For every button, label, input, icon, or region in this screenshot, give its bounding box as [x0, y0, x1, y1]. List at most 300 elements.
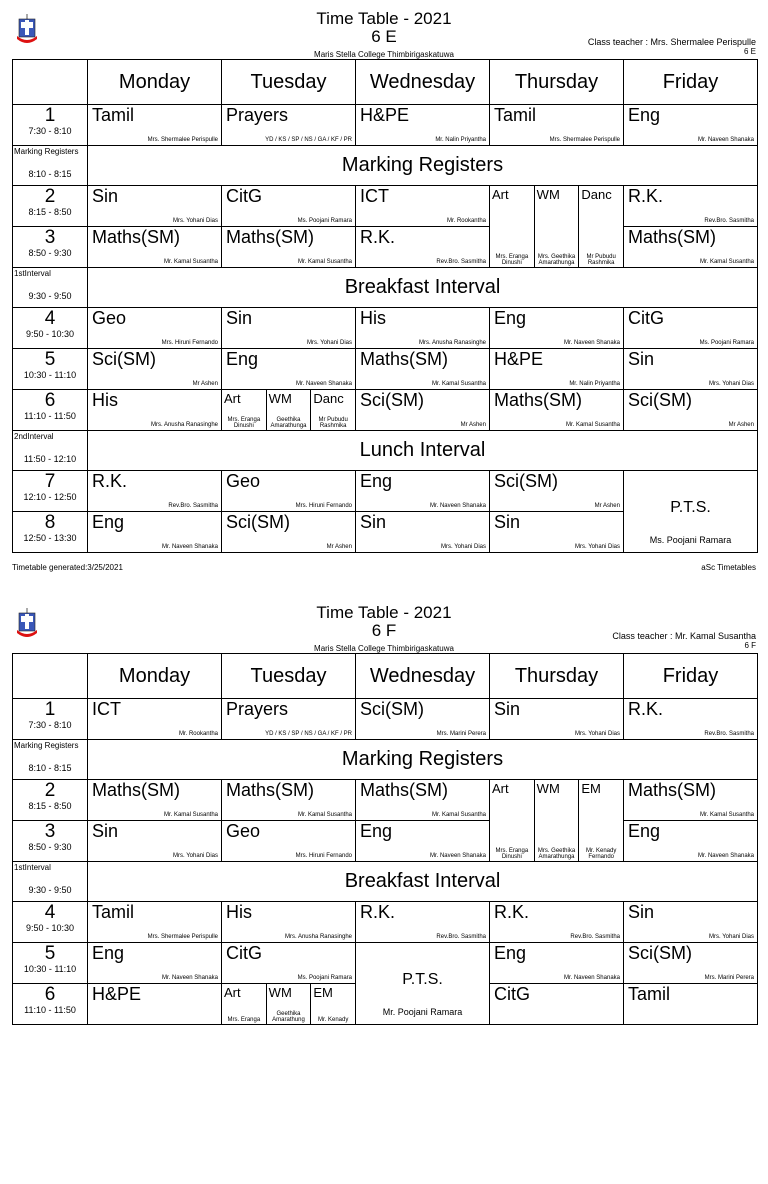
break-banner: Marking Registers — [88, 740, 758, 780]
subject-name: ICT — [92, 699, 121, 719]
lesson-cell[interactable] — [222, 780, 356, 821]
period-row — [13, 699, 758, 740]
teacher-name: Mr. Kamal Susantha — [163, 259, 218, 265]
split-subject — [267, 390, 312, 430]
day-header: Friday — [624, 60, 758, 105]
lesson-cell[interactable] — [222, 390, 356, 431]
subject-name: Sci(SM) — [628, 390, 692, 410]
lesson-cell[interactable] — [356, 512, 490, 553]
period-cell — [13, 268, 88, 308]
break-label: 2ndInterval — [14, 432, 54, 441]
pts-teacher: Mr. Poojani Ramara — [382, 1006, 463, 1017]
subject-name: CitG — [494, 984, 530, 1004]
teacher-name: Mrs. Yohani Dias — [574, 731, 620, 737]
teacher-name: Mr. Rookantha — [446, 218, 486, 224]
subject-name: Eng — [628, 105, 661, 125]
teacher-name: Mrs. Shermalee Perispulle — [147, 934, 218, 940]
period-cell — [13, 984, 88, 1025]
split-teacher: Mrs. Eranga — [227, 1017, 261, 1023]
lesson-cell[interactable] — [88, 390, 222, 431]
period-row — [13, 105, 758, 146]
subject-name: Eng — [494, 308, 527, 328]
lesson-cell[interactable] — [624, 780, 758, 821]
subject-name: Tamil — [494, 105, 537, 125]
subject-name: Sci(SM) — [360, 699, 424, 719]
lesson-cell[interactable] — [624, 699, 758, 740]
period-time: 11:10 - 11:50 — [24, 411, 76, 421]
teacher-name: Ms. Poojani Ramara — [297, 975, 352, 981]
lesson-cell[interactable] — [222, 227, 356, 268]
split-lesson — [222, 984, 355, 1024]
split-subject-name: Danc — [581, 187, 612, 202]
lesson-cell[interactable] — [356, 308, 490, 349]
pts-label: P.T.S. — [402, 970, 443, 988]
subject-name: Maths(SM) — [226, 227, 315, 247]
period-cell — [13, 308, 88, 349]
lesson-cell[interactable] — [88, 186, 222, 227]
period-time: 7:30 - 8:10 — [28, 720, 72, 730]
lesson-cell[interactable] — [490, 349, 624, 390]
teacher-name: Mrs. Shermalee Perispulle — [549, 137, 620, 143]
period-cell — [13, 821, 88, 862]
lesson-cell[interactable] — [222, 821, 356, 862]
period-cell — [13, 902, 88, 943]
split-subject — [222, 390, 267, 430]
lesson-cell[interactable] — [356, 902, 490, 943]
lesson-cell[interactable] — [222, 902, 356, 943]
subject-name: Eng — [360, 471, 393, 491]
corner-cell — [13, 60, 88, 105]
teacher-name: Mrs. Yohani Dias — [708, 381, 754, 387]
lesson-cell[interactable] — [624, 471, 758, 553]
subject-name: Prayers — [226, 699, 289, 719]
lesson-cell[interactable] — [356, 699, 490, 740]
break-row — [13, 268, 758, 308]
split-subject — [535, 780, 580, 861]
lesson-cell[interactable] — [490, 699, 624, 740]
period-time: 12:10 - 12:50 — [23, 492, 77, 502]
split-teacher: Mr. Kenady Fernando — [586, 848, 617, 860]
break-time: 9:30 - 9:50 — [28, 291, 72, 301]
lesson-cell[interactable] — [356, 105, 490, 146]
timetable-page — [0, 594, 768, 1184]
subject-name: Sin — [226, 308, 253, 328]
period-row — [13, 943, 758, 984]
break-time: 8:10 - 8:15 — [28, 763, 72, 773]
lesson-cell[interactable] — [356, 349, 490, 390]
split-teacher: Geethika Amarathung — [272, 1011, 305, 1023]
subject-name: Sin — [92, 821, 119, 841]
teacher-name: Mrs. Hiruni Fernando — [295, 853, 352, 859]
period-time: 12:50 - 13:30 — [23, 533, 77, 543]
subject-name: Tamil — [628, 984, 671, 1004]
period-cell — [13, 349, 88, 390]
lesson-cell[interactable] — [356, 471, 490, 512]
period-time: 7:30 - 8:10 — [28, 126, 72, 136]
split-teacher: Mr Pubudu Rashmika — [318, 417, 348, 429]
teacher-name: Mr. Rookantha — [178, 731, 218, 737]
teacher-name: Rev.Bro. Sasmitha — [570, 934, 620, 940]
split-subject-name: WM — [536, 781, 560, 796]
day-header-row — [13, 60, 758, 105]
subject-name: Maths(SM) — [92, 780, 181, 800]
lesson-cell[interactable] — [624, 308, 758, 349]
period-row — [13, 186, 758, 227]
teacher-name: Rev.Bro. Sasmitha — [168, 503, 218, 509]
subject-name: Geo — [226, 471, 261, 491]
subject-name: R.K. — [360, 902, 396, 922]
day-header: Monday — [88, 60, 222, 105]
lesson-cell[interactable] — [88, 349, 222, 390]
day-header: Wednesday — [356, 654, 490, 699]
period-number: 6 — [44, 390, 56, 411]
teacher-name: Mr. Naveen Shanaka — [295, 381, 352, 387]
teacher-name: Mr Ashen — [192, 381, 218, 387]
period-cell — [13, 227, 88, 268]
lesson-cell[interactable] — [88, 984, 222, 1025]
subject-name: Maths(SM) — [360, 349, 449, 369]
period-cell — [13, 390, 88, 431]
teacher-name: Mrs. Marini Perera — [704, 975, 754, 981]
break-label: Marking Registers — [14, 741, 79, 750]
subject-name: R.K. — [494, 902, 530, 922]
period-row — [13, 308, 758, 349]
subject-name: Maths(SM) — [494, 390, 583, 410]
split-subject — [311, 390, 355, 430]
split-subject — [311, 984, 355, 1024]
split-subject-name: WM — [268, 985, 292, 1000]
period-row — [13, 349, 758, 390]
period-cell — [13, 699, 88, 740]
split-subject-name: EM — [313, 985, 333, 1000]
split-subject-name: Art — [492, 781, 509, 796]
lesson-cell[interactable] — [222, 984, 356, 1025]
period-cell — [13, 512, 88, 553]
teacher-name: YD / KS / SP / NS / GA / KF / PR — [265, 137, 352, 143]
teacher-name: Mrs. Yohani Dias — [306, 340, 352, 346]
subject-name: Eng — [92, 512, 125, 532]
corner-cell — [13, 654, 88, 699]
subject-name: Eng — [226, 349, 259, 369]
period-row — [13, 821, 758, 862]
lesson-cell[interactable] — [490, 512, 624, 553]
subject-name: ICT — [360, 186, 389, 206]
teacher-name: Mr. Naveen Shanaka — [429, 503, 486, 509]
lesson-cell[interactable] — [490, 390, 624, 431]
split-subject-name: Art — [224, 391, 241, 406]
teacher-name: Mr. Kamal Susantha — [297, 259, 352, 265]
teacher-name: Mrs. Anusha Ranasinghe — [284, 934, 352, 940]
subject-name: His — [360, 308, 386, 328]
split-subject — [490, 780, 535, 861]
lesson-cell[interactable] — [490, 780, 624, 862]
day-header: Tuesday — [222, 654, 356, 699]
class-name: 6 E — [371, 27, 397, 46]
lesson-cell[interactable] — [88, 821, 222, 862]
lesson-cell[interactable] — [624, 902, 758, 943]
day-header: Thursday — [490, 654, 624, 699]
teacher-name: Rev.Bro. Sasmitha — [704, 731, 754, 737]
period-number: 4 — [44, 308, 56, 329]
split-subject — [579, 780, 623, 861]
subject-name: Geo — [92, 308, 127, 328]
teacher-name: Mrs. Yohani Dias — [708, 934, 754, 940]
timetable-title: Time Table - 2021 — [316, 603, 452, 622]
subject-name: CitG — [226, 943, 262, 963]
subject-name: Sin — [92, 186, 119, 206]
period-row — [13, 471, 758, 512]
period-row — [13, 390, 758, 431]
day-header: Tuesday — [222, 60, 356, 105]
lesson-cell[interactable] — [88, 471, 222, 512]
teacher-name: Mrs. Marini Perera — [436, 731, 486, 737]
split-subject-name: Art — [492, 187, 509, 202]
split-subject — [267, 984, 312, 1024]
teacher-name: Mr. Naveen Shanaka — [563, 975, 620, 981]
split-subject-name: WM — [268, 391, 292, 406]
split-teacher: Mrs. Eranga Dinushi — [495, 848, 529, 860]
lesson-cell[interactable] — [88, 699, 222, 740]
break-time: 9:30 - 9:50 — [28, 885, 72, 895]
subject-name: Eng — [360, 821, 393, 841]
subject-name: H&PE — [360, 105, 410, 125]
split-subject-name: Danc — [313, 391, 344, 406]
lesson-cell[interactable] — [490, 186, 624, 268]
teacher-name: Mr Ashen — [460, 422, 486, 428]
day-header-row — [13, 654, 758, 699]
period-number: 1 — [44, 699, 56, 720]
lesson-cell[interactable] — [356, 186, 490, 227]
lesson-cell[interactable] — [356, 227, 490, 268]
teacher-name: Mr Ashen — [326, 544, 352, 550]
period-time: 8:15 - 8:50 — [28, 801, 72, 811]
pts-teacher: Ms. Poojani Ramara — [649, 534, 732, 545]
lesson-cell[interactable] — [222, 308, 356, 349]
period-cell — [13, 862, 88, 902]
period-cell — [13, 943, 88, 984]
teacher-name: Mr. Naveen Shanaka — [563, 340, 620, 346]
teacher-name: Mrs. Hiruni Fernando — [295, 503, 352, 509]
teacher-name: Mrs. Hiruni Fernando — [161, 340, 218, 346]
teacher-name: Rev.Bro. Sasmitha — [436, 934, 486, 940]
lesson-cell[interactable] — [222, 349, 356, 390]
period-time: 10:30 - 11:10 — [23, 370, 77, 380]
break-label: 1stInterval — [14, 269, 51, 278]
split-subject-name: WM — [536, 187, 560, 202]
period-number: 3 — [44, 227, 56, 248]
lesson-cell[interactable] — [624, 349, 758, 390]
teacher-name: Rev.Bro. Sasmitha — [704, 218, 754, 224]
lesson-cell[interactable] — [490, 105, 624, 146]
period-cell — [13, 146, 88, 186]
subject-name: R.K. — [360, 227, 396, 247]
lesson-cell[interactable] — [88, 308, 222, 349]
subject-name: Tamil — [92, 105, 135, 125]
subject-name: H&PE — [92, 984, 142, 1004]
period-number: 4 — [44, 902, 56, 923]
lesson-cell[interactable] — [88, 227, 222, 268]
split-teacher: Mrs. Eranga Dinushi — [227, 417, 261, 429]
subject-name: CitG — [628, 308, 664, 328]
school-name: Maris Stella College Thimbirigaskatuwa — [314, 50, 454, 59]
subject-name: Sin — [628, 349, 655, 369]
teacher-name: Mr. Kamal Susantha — [431, 812, 486, 818]
teacher-name: YD / KS / SP / NS / GA / KF / PR — [265, 731, 352, 737]
teacher-name: Mrs. Shermalee Perispulle — [147, 137, 218, 143]
split-subject-name: Art — [224, 985, 241, 1000]
subject-name: Prayers — [226, 105, 289, 125]
subject-name: Eng — [494, 943, 527, 963]
teacher-name: Mr. Naveen Shanaka — [697, 853, 754, 859]
period-cell — [13, 431, 88, 471]
period-number: 3 — [44, 821, 56, 842]
teacher-name: Mr Ashen — [728, 422, 754, 428]
class-teacher-name: Class teacher : Mr. Kamal Susantha — [612, 631, 756, 641]
day-header: Monday — [88, 654, 222, 699]
period-time: 10:30 - 11:10 — [23, 964, 77, 974]
timetable-grid — [12, 59, 758, 553]
split-subject — [535, 186, 580, 267]
teacher-name: Mr. Kamal Susantha — [699, 812, 754, 818]
subject-name: Eng — [628, 821, 661, 841]
period-number: 1 — [44, 105, 56, 126]
lesson-cell[interactable] — [356, 821, 490, 862]
teacher-name: Mr. Naveen Shanaka — [697, 137, 754, 143]
split-teacher: Mrs. Geethika Amarathunga — [537, 848, 576, 860]
lesson-cell[interactable] — [88, 902, 222, 943]
period-cell — [13, 780, 88, 821]
split-teacher: Mr. Kenady — [318, 1017, 349, 1023]
teacher-name: Mr. Kamal Susantha — [163, 812, 218, 818]
period-number: 2 — [44, 780, 56, 801]
period-time: 9:50 - 10:30 — [25, 329, 75, 339]
break-banner: Marking Registers — [88, 146, 758, 186]
period-number: 6 — [44, 984, 56, 1005]
break-banner: Breakfast Interval — [88, 862, 758, 902]
period-number: 2 — [44, 186, 56, 207]
period-row — [13, 780, 758, 821]
subject-name: Sci(SM) — [92, 349, 156, 369]
teacher-name: Ms. Poojani Ramara — [699, 340, 754, 346]
teacher-name: Mr. Naveen Shanaka — [161, 975, 218, 981]
split-teacher: Mr Pubudu Rashmika — [586, 254, 616, 266]
break-time: 11:50 - 12:10 — [23, 454, 77, 464]
period-number: 5 — [44, 943, 56, 964]
lesson-cell[interactable] — [222, 186, 356, 227]
teacher-name: Mrs. Yohani Dias — [440, 544, 486, 550]
subject-name: Sin — [360, 512, 387, 532]
period-cell — [13, 105, 88, 146]
lesson-cell[interactable] — [624, 821, 758, 862]
period-number: 8 — [44, 512, 56, 533]
subject-name: Tamil — [92, 902, 135, 922]
lesson-cell[interactable] — [490, 943, 624, 984]
split-subject — [579, 186, 623, 267]
teacher-name: Mr. Kamal Susantha — [297, 812, 352, 818]
subject-name: CitG — [226, 186, 262, 206]
teacher-name: Rev.Bro. Sasmitha — [436, 259, 486, 265]
teacher-name: Mr. Kamal Susantha — [431, 381, 486, 387]
lesson-cell[interactable] — [490, 984, 624, 1025]
period-time: 8:50 - 9:30 — [28, 248, 72, 258]
day-header: Wednesday — [356, 60, 490, 105]
teacher-name: Mr. Naveen Shanaka — [161, 544, 218, 550]
period-row — [13, 902, 758, 943]
break-banner: Breakfast Interval — [88, 268, 758, 308]
teacher-name: Mrs. Yohani Dias — [172, 853, 218, 859]
school-name: Maris Stella College Thimbirigaskatuwa — [314, 644, 454, 653]
break-label: 1stInterval — [14, 863, 51, 872]
teacher-name: Mrs. Anusha Ranasinghe — [418, 340, 486, 346]
teacher-name: Mr Ashen — [594, 503, 620, 509]
lesson-cell[interactable] — [222, 471, 356, 512]
lesson-cell[interactable] — [222, 105, 356, 146]
break-row — [13, 862, 758, 902]
subject-name: R.K. — [628, 186, 664, 206]
lesson-cell[interactable] — [222, 512, 356, 553]
break-banner: Lunch Interval — [88, 431, 758, 471]
class-teacher-class: 6 E — [743, 47, 756, 56]
lesson-cell[interactable] — [222, 699, 356, 740]
lesson-cell[interactable] — [222, 943, 356, 984]
timetable-page — [0, 0, 768, 590]
subject-name: R.K. — [628, 699, 664, 719]
lesson-cell[interactable] — [490, 471, 624, 512]
teacher-name: Ms. Poojani Ramara — [297, 218, 352, 224]
lesson-cell[interactable] — [490, 308, 624, 349]
period-time: 8:15 - 8:50 — [28, 207, 72, 217]
lesson-cell[interactable] — [356, 780, 490, 821]
period-time: 8:50 - 9:30 — [28, 842, 72, 852]
pts-label: P.T.S. — [670, 498, 711, 516]
class-teacher — [588, 37, 756, 57]
lesson-cell[interactable] — [490, 902, 624, 943]
subject-name: Geo — [226, 821, 261, 841]
lesson-cell[interactable] — [624, 105, 758, 146]
subject-name: His — [92, 390, 118, 410]
break-row — [13, 431, 758, 471]
lesson-cell[interactable] — [88, 512, 222, 553]
teacher-name: Mr. Nalin Priyantha — [435, 137, 486, 143]
subject-name: Sci(SM) — [360, 390, 424, 410]
lesson-cell[interactable] — [624, 943, 758, 984]
teacher-name: Mrs. Anusha Ranasinghe — [150, 422, 218, 428]
split-subject — [222, 984, 267, 1024]
lesson-cell[interactable] — [624, 227, 758, 268]
lesson-cell[interactable] — [356, 943, 490, 1025]
lesson-cell[interactable] — [624, 984, 758, 1025]
teacher-name: Mr. Naveen Shanaka — [429, 853, 486, 859]
lesson-cell[interactable] — [88, 943, 222, 984]
lesson-cell[interactable] — [624, 186, 758, 227]
break-label: Marking Registers — [14, 147, 79, 156]
period-cell — [13, 740, 88, 780]
lesson-cell[interactable] — [356, 390, 490, 431]
lesson-cell[interactable] — [88, 780, 222, 821]
split-teacher: Geethika Amarathunga — [270, 417, 307, 429]
lesson-cell[interactable] — [624, 390, 758, 431]
day-header: Thursday — [490, 60, 624, 105]
subject-name: Sci(SM) — [494, 471, 558, 491]
subject-name: Sin — [494, 512, 521, 532]
lesson-cell[interactable] — [88, 105, 222, 146]
subject-name: Maths(SM) — [92, 227, 181, 247]
period-number: 7 — [44, 471, 56, 492]
break-row — [13, 740, 758, 780]
period-number: 5 — [44, 349, 56, 370]
subject-name: Eng — [92, 943, 125, 963]
break-row — [13, 146, 758, 186]
